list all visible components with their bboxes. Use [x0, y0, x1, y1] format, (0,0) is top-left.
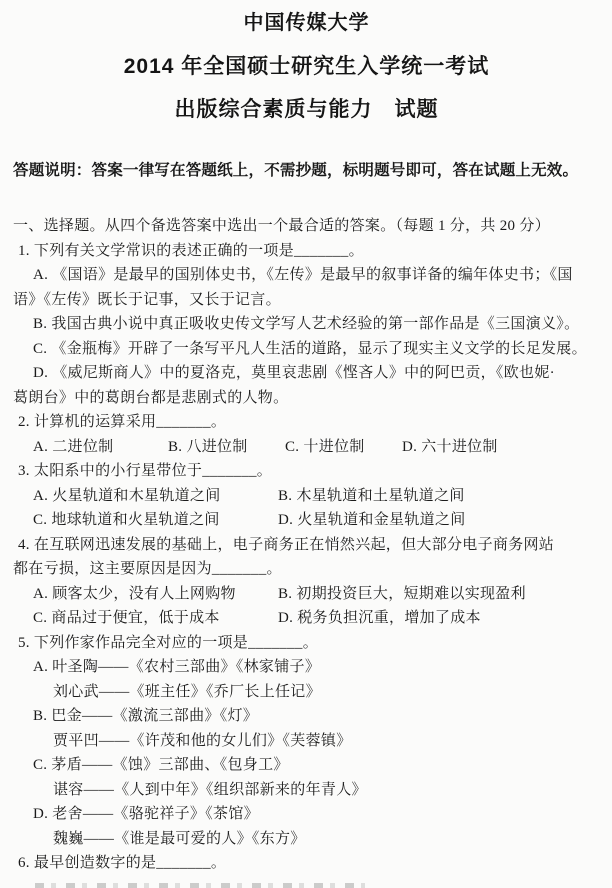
- question-5-option-c-line1: C. 茅盾——《蚀》三部曲、《包身工》: [33, 757, 289, 773]
- question-1-stem: 1. 下列有关文学常识的表述正确的一项是_______。: [18, 242, 364, 259]
- question-4-option-d: D. 税务负担沉重，增加了成本: [278, 610, 481, 626]
- question-2-option-a: A. 二进位制: [33, 438, 114, 455]
- question-3-option-b: B. 木星轨道和土星轨道之间: [278, 487, 465, 504]
- exam-title-block: [13, 2, 600, 131]
- question-5-option-a-line1: A. 叶圣陶——《农村三部曲》《林家铺子》: [33, 659, 321, 675]
- question-5-option-d-line2: 魏巍——《谁是最可爱的人》《东方》: [53, 830, 306, 847]
- exam-title-subject: 出版综合素质与能力 试题: [174, 98, 439, 121]
- question-1-option-c: C. 《金瓶梅》开辟了一条写平凡人生活的道路，显示了现实主义文学的长足发展。: [33, 340, 587, 357]
- question-2-stem: 2. 计算机的运算采用_______。: [18, 414, 227, 430]
- question-6-stem: 6. 最早创造数字的是_______。: [18, 855, 227, 871]
- question-1-option-b: B. 我国古典小说中真正吸收史传文学写人艺术经验的第一部作品是《三国演义》。: [33, 316, 580, 332]
- question-5: [13, 631, 600, 852]
- question-1-option-d-line2: 葛朗台》中的葛朗台都是悲剧式的人物。: [13, 389, 289, 406]
- question-3-option-c: C. 地球轨道和火星轨道之间: [33, 512, 220, 528]
- question-body: [13, 214, 600, 888]
- question-3-options-row-1: [13, 484, 600, 509]
- question-5-option-c-line2: 谌容——《人到中年》《组织部新来的年青人》: [53, 781, 367, 798]
- question-4-option-c: C. 商品过于便宜，低于成本: [33, 610, 220, 626]
- question-2-option-d: D. 六十进位制: [402, 438, 498, 455]
- question-4-option-b: B. 初期投资巨大，短期难以实现盈利: [278, 585, 526, 602]
- question-5-option-b-line1: B. 巴金——《激流三部曲》《灯》: [33, 708, 259, 724]
- exam-title-exam-name: 2014 年全国硕士研究生入学统一考试: [123, 55, 490, 78]
- question-4-options-row-1: [13, 582, 600, 607]
- question-2-options-row: [13, 435, 600, 460]
- question-3-options-row-2: [13, 508, 600, 533]
- question-2-option-c: C. 十进位制: [285, 438, 365, 455]
- question-1-option-a-line2: 语》《左传》既长于记事，又长于记言。: [13, 291, 281, 308]
- question-3-stem: 3. 太阳系中的小行星带位于_______。: [18, 463, 273, 479]
- question-3-option-a: A. 火星轨道和木星轨道之间: [33, 487, 221, 504]
- question-4-stem-line1: 4. 在互联网迅速发展的基础上，电子商务正在悄然兴起，但大部分电子商务网站: [18, 536, 555, 553]
- question-1-option-a-line1: A. 《国语》是最早的国别体史书，《左传》是最早的叙事详备的编年体史书；《国: [33, 267, 573, 283]
- question-3-option-d: D. 火星轨道和金星轨道之间: [278, 512, 466, 528]
- question-4: [13, 533, 600, 631]
- question-5-option-a-line2: 刘心武——《班主任》《乔厂长上任记》: [53, 683, 321, 700]
- question-2: [13, 410, 600, 459]
- question-2-option-b: B. 八进位制: [168, 438, 248, 455]
- question-1: [13, 239, 600, 411]
- question-6: [13, 851, 600, 876]
- cut-off-next-line-fragment: [35, 883, 365, 888]
- question-5-option-d-line1: D. 老舍——《骆驼祥子》《茶馆》: [33, 806, 259, 822]
- question-5-option-b-line2: 贾平凹——《许茂和他的女儿们》《芙蓉镇》: [53, 732, 352, 749]
- answer-instructions: 答题说明：答案一律写在答题纸上，不需抄题，标明题号即可，答在试题上无效。: [13, 162, 579, 179]
- section-heading: 一、选择题。从四个备选答案中选出一个最合适的答案。（每题 1 分，共 20 分）: [13, 218, 551, 234]
- question-4-options-row-2: [13, 606, 600, 631]
- question-4-option-a: A. 顾客太少，没有人上网购物: [33, 585, 236, 602]
- question-3: [13, 459, 600, 533]
- question-4-stem-line2: 都在亏损，这主要原因是因为_______。: [13, 561, 282, 577]
- exam-title-university: 中国传媒大学: [243, 12, 370, 34]
- question-5-stem: 5. 下列作家作品完全对应的一项是_______。: [18, 634, 319, 651]
- question-1-option-d-line1: D. 《威尼斯商人》中的夏洛克，莫里哀悲剧《悭吝人》中的阿巴贡，《欧也妮·: [33, 365, 555, 381]
